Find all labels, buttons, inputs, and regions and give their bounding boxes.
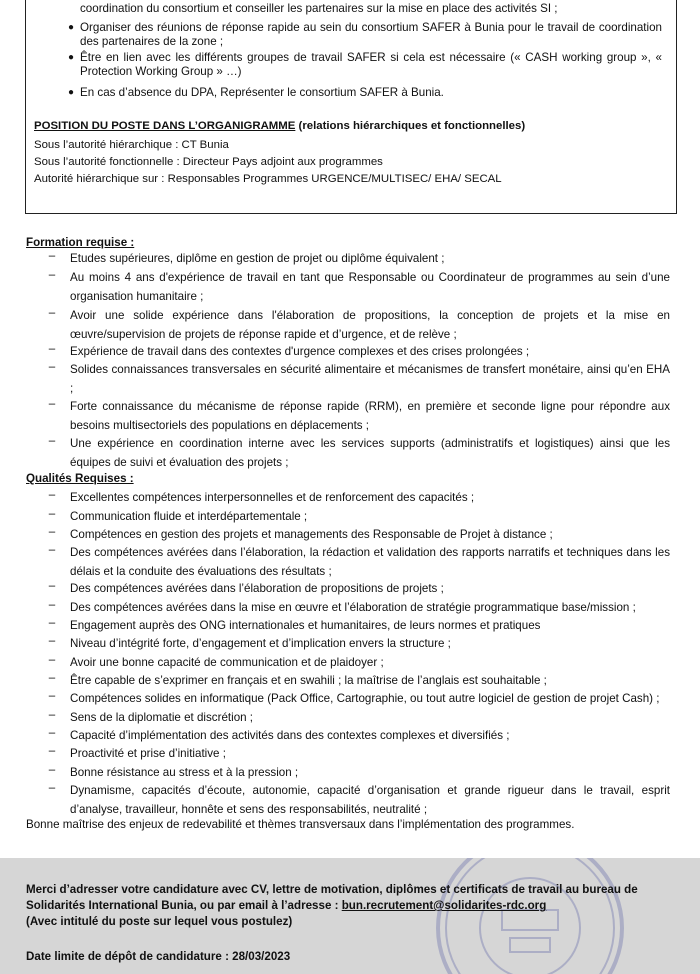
- list-item-text: Communication fluide et interdépartementale ;: [70, 510, 308, 523]
- dash-bullet-icon: –: [48, 726, 56, 739]
- list-item-text: Forte connaissance du mécanisme de réponse rapide (RRM), en première et seconde ligne pour répondre aux besoins multisectoriels des populations en déplacements ;: [70, 400, 670, 432]
- dash-bullet-icon: –: [48, 634, 56, 647]
- footer-instructions: [26, 882, 646, 930]
- dash-bullet-icon: –: [48, 249, 56, 262]
- list-item-text: Excellentes compétences interpersonnelles et de renforcement des capacités ;: [70, 491, 475, 504]
- org-chart-title: [34, 120, 525, 134]
- org-chart-title-rest: (relations hiérarchiques et fonctionnelles): [295, 120, 526, 132]
- dash-bullet-icon: –: [48, 671, 56, 684]
- org-line: Sous l’autorité hiérarchique : CT Bunia: [34, 139, 229, 151]
- list-item-text: Compétences solides en informatique (Pack Office, Cartographie, ou tout autre logiciel de gestion de projet Cash) ;: [70, 692, 660, 705]
- bullet-text: Organiser des réunions de réponse rapide au sein du consortium SAFER à Bunia pour le travail de coordination des partenaires de la zone ;: [80, 21, 662, 48]
- dash-bullet-icon: –: [48, 360, 56, 373]
- list-item-text: Dynamisme, capacités d’écoute, autonomie, capacité d’organisation et grande rigueur dans le travail, esprit d’analyse, travailleur, honnête et sens des responsabilités, neutralité ;: [70, 784, 670, 816]
- dash-bullet-icon: –: [48, 781, 56, 794]
- bullet-dot-icon: ●: [67, 87, 75, 98]
- dash-bullet-icon: –: [48, 434, 56, 447]
- list-item-text: Proactivité et prise d’initiative ;: [70, 747, 226, 760]
- dash-bullet-icon: –: [48, 342, 56, 355]
- recruitment-email-link[interactable]: bun.recrutement@solidarites-rdc.org: [341, 899, 547, 912]
- dash-bullet-icon: –: [48, 507, 56, 520]
- bullet-dot-icon: ●: [67, 22, 75, 33]
- org-chart-title-underlined: POSITION DU POSTE DANS L’ORGANIGRAMME: [34, 120, 296, 132]
- application-footer: [0, 858, 700, 974]
- dash-bullet-icon: –: [48, 744, 56, 757]
- bullet-text: coordination du consortium et conseiller les partenaires sur la mise en place des activités SI ;: [80, 2, 558, 15]
- list-item-text: Être capable de s’exprimer en français et en swahili ; la maîtrise de l’anglais est souhaitable ;: [70, 674, 547, 687]
- application-deadline: Date limite de dépôt de candidature : 28/03/2023: [26, 950, 291, 963]
- list-item-text: Solides connaissances transversales en sécurité alimentaire et mécanismes de transfert monétaire, ainsi qu’en EHA ;: [70, 363, 670, 395]
- list-item-text: Avoir une bonne capacité de communication et de plaidoyer ;: [70, 656, 384, 669]
- list-item-text: Au moins 4 ans d'expérience de travail en tant que Responsable ou Coordinateur de programmes au sein d’une organisation humanitaire ;: [70, 271, 670, 303]
- dash-bullet-icon: –: [48, 763, 56, 776]
- dash-bullet-icon: –: [48, 525, 56, 538]
- list-item-text: Avoir une solide expérience dans l'élaboration de propositions, la conception de projets et la mise en œuvre/supervision de projets de réponse rapide et d’urgence, et de relève ;: [70, 309, 670, 341]
- dash-bullet-icon: –: [48, 616, 56, 629]
- list-item-text: Etudes supérieures, diplôme en gestion de projet ou diplôme équivalent ;: [70, 252, 445, 265]
- bullet-text: Être en lien avec les différents groupes de travail SAFER si cela est nécessaire (« CASH working group », « Protection Working Group » …): [80, 51, 662, 78]
- qualites-heading: Qualités Requises :: [26, 472, 134, 485]
- list-item-text: Capacité d’implémentation des activités dans des contextes complexes et diversifiés ;: [70, 729, 510, 742]
- dash-bullet-icon: –: [48, 488, 56, 501]
- list-item-text: Compétences en gestion des projets et managements des Responsable de Projet à distance ;: [70, 528, 553, 541]
- dash-bullet-icon: –: [48, 306, 56, 319]
- bullet-text: En cas d’absence du DPA, Représenter le consortium SAFER à Bunia.: [80, 86, 444, 99]
- dash-bullet-icon: –: [48, 543, 56, 556]
- list-item-text: Des compétences avérées dans l’élaboration de propositions de projets ;: [70, 582, 444, 595]
- org-line: Sous l’autorité fonctionnelle : Directeur Pays adjoint aux programmes: [34, 156, 383, 168]
- formation-heading: Formation requise :: [26, 236, 135, 249]
- list-item-text: Engagement auprès des ONG internationales et humanitaires, de leurs normes et pratiques: [70, 619, 541, 632]
- dash-bullet-icon: –: [48, 708, 56, 721]
- dash-bullet-icon: –: [48, 268, 56, 281]
- list-item-text: Niveau d’intégrité forte, d’engagement et d’implication envers la structure ;: [70, 637, 451, 650]
- dash-bullet-icon: –: [48, 397, 56, 410]
- list-item-text: Des compétences avérées dans l’élaboration, la rédaction et validation des rapports narratifs et techniques dans les délais et la conduite des évaluations des résultats ;: [70, 546, 670, 578]
- list-item-text: Bonne résistance au stress et à la pression ;: [70, 766, 299, 779]
- footer-instruction-text: Merci d’adresser votre candidature avec CV, lettre de motivation, diplômes et certificats de travail au bureau de Solidarités International Bunia, ou par email à l’adresse :: [26, 883, 638, 912]
- list-item-text: Sens de la diplomatie et discrétion ;: [70, 711, 254, 724]
- list-item-text: Une expérience en coordination interne avec les services supports (administratifs et logistiques) ainsi que les équipes de suivi et évaluation des projets ;: [70, 437, 670, 469]
- dash-bullet-icon: –: [48, 653, 56, 666]
- closing-line: Bonne maîtrise des enjeux de redevabilité et thèmes transversaux dans l’implémentation des programmes.: [26, 818, 575, 831]
- footer-note: (Avec intitulé du poste sur lequel vous postulez): [26, 915, 293, 928]
- dash-bullet-icon: –: [48, 579, 56, 592]
- list-item-text: Des compétences avérées dans la mise en œuvre et l’élaboration de stratégie programmatique base/mission ;: [70, 601, 636, 614]
- bullet-dot-icon: ●: [67, 52, 75, 63]
- position-box: [25, 0, 677, 214]
- dash-bullet-icon: –: [48, 598, 56, 611]
- org-line: Autorité hiérarchique sur : Responsables Programmes URGENCE/MULTISEC/ EHA/ SECAL: [34, 173, 502, 185]
- dash-bullet-icon: –: [48, 689, 56, 702]
- list-item-text: Expérience de travail dans des contextes d'urgence complexes et des crises prolongées ;: [70, 345, 530, 358]
